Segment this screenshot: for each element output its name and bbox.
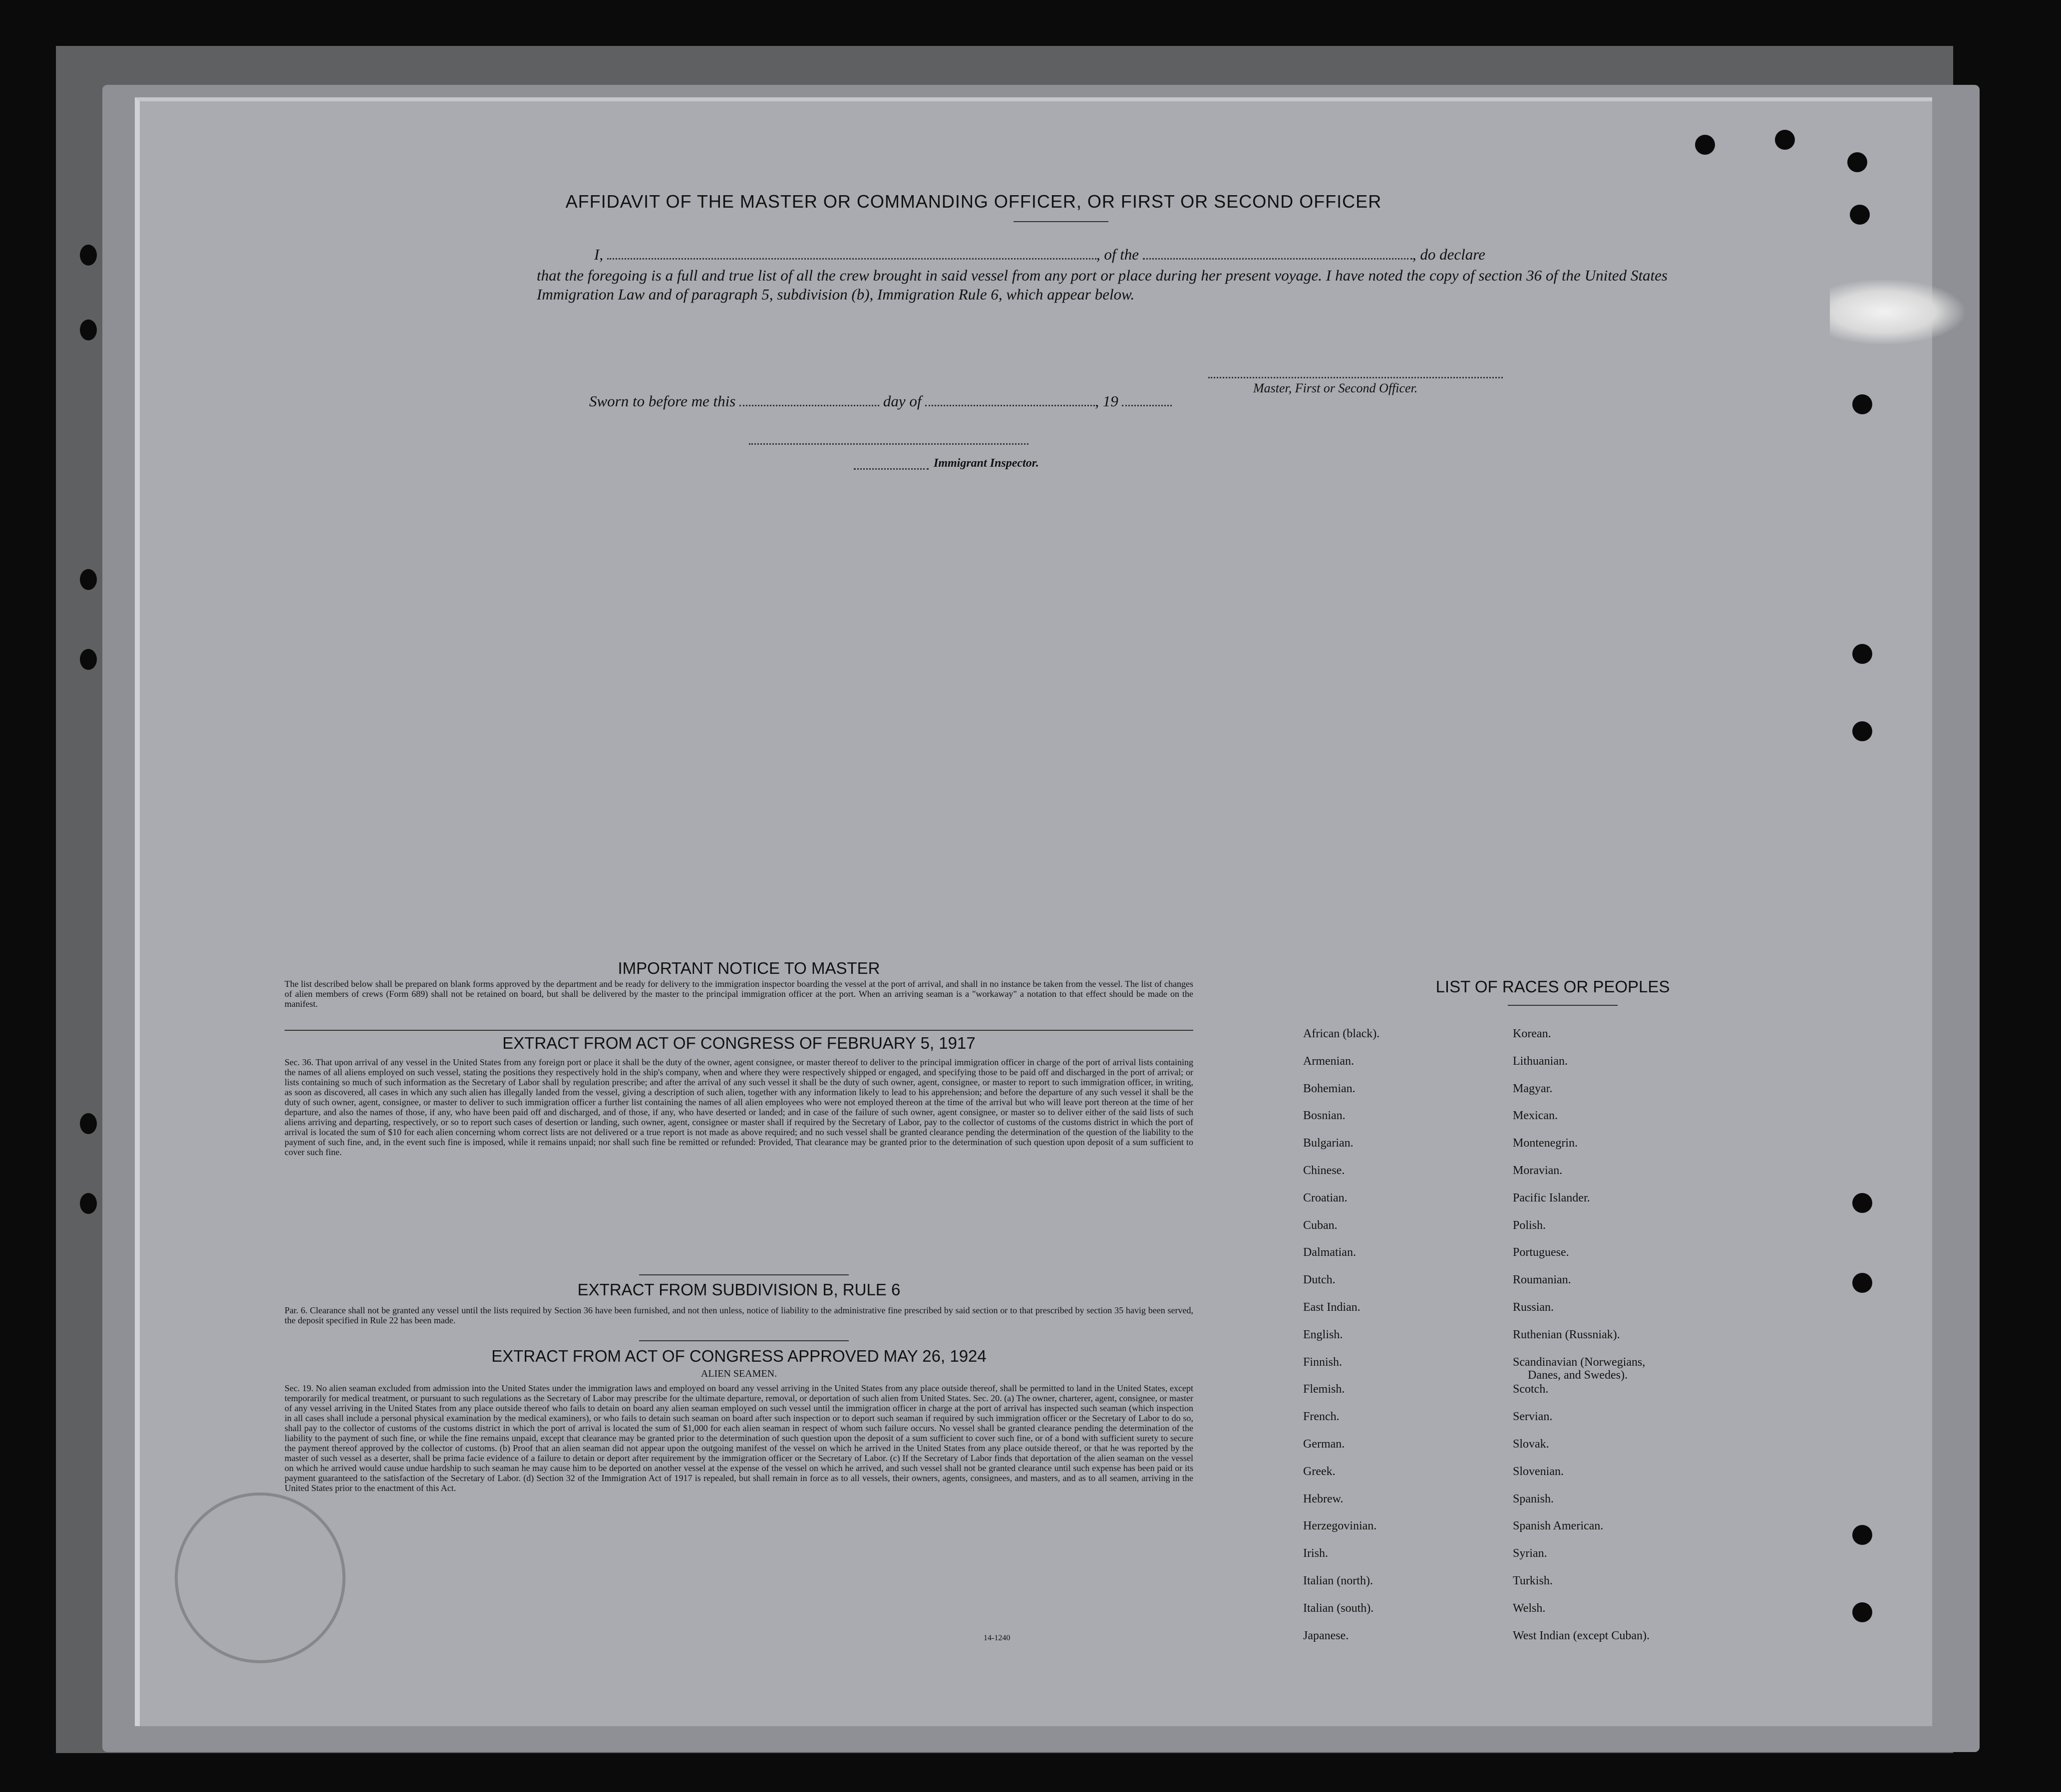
race-item: African (black). bbox=[1303, 1027, 1380, 1040]
race-item: Bulgarian. bbox=[1303, 1137, 1354, 1150]
extract-1917-text: Sec. 36. That upon arrival of any vessel in the United States from any foreign port or place it shall be the duty of the owner, agent consignee, or master thereof to deliver to the principal immigration officer in charge of the port of arrival lists containing the names of all aliens employed on such vessel, stating the positions they respectively hold in the ship's company, when and where they were respectively shipped or engaged, and specifying those to be paid off and discharged in the port of arrival; or lists containing so much of such information as the Secretary of Labor shall by regulation prescribe; and after the arrival of any such vessel it shall be the duty of such owner, agent, consignee, or master to report to such immigration officer, in writing, as soon as discovered, all cases in which any such alien has illegally landed from the vessel, giving a description of such alien, together with any information likely to lead to his apprehension; and before the departure of any such vessel it shall be the duty of such owner, agent, consignee, or master to deliver to such immigration officer a further list containing the names of all alien employees who were not employed thereon at the time of the arrival but who will leave port thereon at the time of her departure, and also the names of those, if any, who have been paid off and discharged, and of those, if any, who have deserted or landed; and in case of the failure of such owner, agent consignee, or master so to deliver either of the said lists of such aliens arriving and departing, respectively, or so to report such cases of desertion or landing, such owner, agent, consignee or master shall if required by the Secretary of Labor, pay to the collector of customs of the customs district in which the port of arrival is located the sum of $10 for each alien concerning whom correct lists are not delivered or a true report is not made as above required; and no such vessel shall be granted clearance pending the determination of the question of the liability to the payment of such fine, and, in the event such fine is imposed, while it remains unpaid; nor shall such fine be remitted or refunded: Provided, That clearance may be granted prior to the determination of such question upon deposit of a sum sufficient to cover such fine. bbox=[285, 1057, 1193, 1157]
binder-hole bbox=[1852, 394, 1872, 414]
binder-hole bbox=[80, 1113, 97, 1134]
extract-rule6-text: Par. 6. Clearance shall not be granted any vessel until the lists required by Section 36 have been furnished, and not then unless, notice of liability to the administrative fine prescribed by said section or to that prescribed by section 35 havig been served, the deposit specified in Rule 22 has been made. bbox=[285, 1305, 1193, 1325]
races-column-2 bbox=[1513, 1027, 1762, 1656]
sworn-year-blank[interactable] bbox=[1122, 392, 1172, 406]
extract-rule6-title: EXTRACT FROM SUBDIVISION B, RULE 6 bbox=[577, 1280, 901, 1299]
races-rule bbox=[1508, 1005, 1618, 1006]
embossed-seal bbox=[175, 1493, 345, 1663]
race-item: Slovak. bbox=[1513, 1437, 1549, 1451]
race-item: Chinese. bbox=[1303, 1164, 1345, 1177]
race-item: Mexican. bbox=[1513, 1109, 1558, 1123]
form-number: 14-1240 bbox=[984, 1634, 1011, 1642]
race-item: Herzegovinian. bbox=[1303, 1519, 1377, 1533]
sworn-day-of: day of bbox=[883, 392, 922, 410]
binder-hole bbox=[1852, 1602, 1872, 1622]
race-item: Dalmatian. bbox=[1303, 1246, 1356, 1259]
rule-1924 bbox=[639, 1340, 849, 1341]
extract-1924-text: Sec. 19. No alien seaman excluded from admission into the United States under the immigration laws and employed on board any vessel arriving in the United States from any place outside thereof, shall be permitted to land in the United States, except temporarily for medical treatment, or pursuant to such regulations as the Secretary of Labor may prescribe for the ultimate departure, removal, or deportation of such alien from United States. Sec. 20. (a) The owner, charterer, agent, consignee, or master of any vessel arriving in the United States from any place outside thereof who fails to detain on board any alien seaman employed on such vessel until the immigration officer in charge at the port of arrival has inspected such seaman (which inspection in all cases shall include a personal physical examination by the medical examiners), or who fails to detain such seaman on board after such inspection or to deport such seaman if required by such immigration officer or the Secretary of Labor to do so, shall pay to the collector of customs of the customs district in which the port of arrival is located the sum of $1,000 for each alien seaman in respect of whom such failure occurs. No vessel shall be granted clearance pending the determination of the liability to the payment of such fine, or while the fine remains unpaid, except that clearance may be granted prior to the determination of such question upon the deposit of a sum sufficient to cover such fine, or of a bond with sufficient surety to secure the payment thereof approved by the collector of customs. (b) Proof that an alien seaman did not appear upon the outgoing manifest of the vessel on which he arrived in the United States from any place outside thereof, or that he was reported by the master of such vessel as a deserter, shall be prima facie evidence of a failure to detain or deport after requirement by the immigration officer or the Secretary of Labor. (c) If the Secretary of Labor finds that deportation of the alien seaman on the vessel on which he arrived would cause undue hardship to such seaman he may cause him to be deported on another vessel at the expense of the vessel on which he arrived, and such vessel shall not be granted clearance until such expense has been paid or its payment guaranteed to the satisfaction of the Secretary of Labor. (d) Section 32 of the Immigration Act of 1917 is repealed, but shall remain in force as to all vessels, their owners, agents, consignees, and masters, and as to all seamen, arriving in the United States prior to the enactment of this Act. bbox=[285, 1383, 1193, 1493]
binder-hole bbox=[1775, 130, 1795, 150]
binder-hole bbox=[1847, 152, 1867, 172]
sworn-text: Sworn to before me this bbox=[589, 392, 736, 410]
race-item: Montenegrin. bbox=[1513, 1137, 1578, 1150]
race-item: Spanish. bbox=[1513, 1492, 1554, 1505]
race-item: Roumanian. bbox=[1513, 1273, 1571, 1287]
race-item: Dutch. bbox=[1303, 1273, 1336, 1287]
affidavit-of-the: , of the bbox=[1096, 246, 1139, 263]
race-item: Spanish American. bbox=[1513, 1519, 1604, 1533]
inspector-label: Immigrant Inspector. bbox=[934, 457, 1039, 470]
race-item: Bosnian. bbox=[1303, 1109, 1346, 1123]
race-item: Turkish. bbox=[1513, 1574, 1553, 1587]
signature-label: Master, First or Second Officer. bbox=[1253, 381, 1418, 395]
race-item: German. bbox=[1303, 1437, 1345, 1451]
race-item: Slovenian. bbox=[1513, 1465, 1564, 1478]
race-item: Bohemian. bbox=[1303, 1082, 1356, 1095]
race-item: Japanese. bbox=[1303, 1629, 1349, 1642]
races-title: LIST OF RACES OR PEOPLES bbox=[1435, 977, 1670, 996]
race-item: Irish. bbox=[1303, 1547, 1328, 1560]
race-item: Hebrew. bbox=[1303, 1492, 1344, 1505]
race-item: Greek. bbox=[1303, 1465, 1336, 1478]
document-page bbox=[135, 97, 1932, 1726]
race-item: Russian. bbox=[1513, 1300, 1554, 1314]
extract-1924-title: EXTRACT FROM ACT OF CONGRESS APPROVED MAY 26, 1924 bbox=[491, 1347, 987, 1365]
race-item: Flemish. bbox=[1303, 1383, 1345, 1396]
race-item: Scotch. bbox=[1513, 1383, 1549, 1396]
affidavit-i: I, bbox=[594, 246, 604, 263]
race-item: Polish. bbox=[1513, 1218, 1546, 1232]
race-item: Lithuanian. bbox=[1513, 1054, 1568, 1068]
binder-hole bbox=[80, 319, 97, 340]
extract-1917-title: EXTRACT FROM ACT OF CONGRESS OF FEBRUARY 5, 1917 bbox=[502, 1034, 976, 1052]
binder-hole bbox=[80, 245, 97, 266]
sworn-year: , 19 bbox=[1095, 392, 1118, 410]
race-item: Servian. bbox=[1513, 1410, 1553, 1424]
race-item: Croatian. bbox=[1303, 1191, 1348, 1204]
race-item: Magyar. bbox=[1513, 1082, 1553, 1095]
name-blank[interactable] bbox=[607, 245, 1096, 260]
torn-paper-mark bbox=[1830, 280, 1965, 344]
binder-hole bbox=[1852, 721, 1872, 741]
affidavit-body: that the foregoing is a full and true list of all the crew brought in said vessel from any port or place during her present voyage. I have noted the copy of section 36 of the United States Immigration Law and of paragraph 5, subdivision (b), Immigration Rule 6, which appear below. bbox=[537, 267, 1668, 303]
extract-1924-subtitle: ALIEN SEAMEN. bbox=[700, 1368, 777, 1379]
notice-title: IMPORTANT NOTICE TO MASTER bbox=[618, 959, 880, 977]
inspector-line-short bbox=[854, 468, 929, 471]
title-rule bbox=[1014, 221, 1108, 222]
races-column-1 bbox=[1303, 1027, 1513, 1656]
race-item: Finnish. bbox=[1303, 1355, 1343, 1369]
binder-hole bbox=[80, 649, 97, 670]
race-item: Armenian. bbox=[1303, 1054, 1354, 1068]
rule-1917 bbox=[285, 1030, 1193, 1031]
race-item: East Indian. bbox=[1303, 1300, 1361, 1314]
inspector-line[interactable] bbox=[749, 443, 1029, 446]
binder-hole bbox=[1850, 205, 1870, 225]
race-item: Korean. bbox=[1513, 1027, 1551, 1040]
race-item: Moravian. bbox=[1513, 1164, 1563, 1177]
sworn-month-blank[interactable] bbox=[925, 392, 1095, 406]
race-item: Portuguese. bbox=[1513, 1246, 1569, 1259]
sworn-day-blank[interactable] bbox=[739, 392, 879, 406]
binder-hole bbox=[80, 569, 97, 590]
race-item-continued: Danes, and Swedes). bbox=[1528, 1368, 1628, 1382]
binder-hole bbox=[1695, 135, 1715, 155]
binder-hole bbox=[1852, 1273, 1872, 1293]
binder-hole bbox=[80, 1193, 97, 1214]
race-item: Italian (north). bbox=[1303, 1574, 1373, 1587]
race-item: Welsh. bbox=[1513, 1601, 1546, 1615]
race-item: Cuban. bbox=[1303, 1218, 1338, 1232]
signature-line[interactable] bbox=[1208, 377, 1503, 379]
binder-hole bbox=[1852, 1193, 1872, 1213]
notice-text: The list described below shall be prepared on blank forms approved by the department and be ready for delivery to the immigration inspector boarding the vessel at the port of arrival, and shall in no instance be taken from the vessel. The list of changes of alien members of crews (Form 689) shall not be retained on board, but shall be delivered by the master to the principal immigration officer at the port. When an arriving seaman is a "workaway" a notation to that effect should be made on the manifest. bbox=[285, 979, 1193, 1009]
race-item: Ruthenian (Russniak). bbox=[1513, 1328, 1620, 1341]
race-item: Scandinavian (Norwegians, Danes, and Swedes). bbox=[1513, 1356, 1762, 1383]
binder-hole bbox=[1852, 644, 1872, 664]
sworn-line bbox=[589, 392, 1288, 411]
affidavit-title: AFFIDAVIT OF THE MASTER OR COMMANDING OFFICER, OR FIRST OR SECOND OFFICER bbox=[565, 191, 1382, 212]
race-item: Italian (south). bbox=[1303, 1601, 1374, 1615]
race-item: Pacific Islander. bbox=[1513, 1191, 1590, 1204]
affidavit-declare: , do declare bbox=[1412, 246, 1485, 263]
rule-rule6 bbox=[639, 1274, 849, 1275]
race-item: Syrian. bbox=[1513, 1547, 1547, 1560]
race-item: French. bbox=[1303, 1410, 1340, 1424]
vessel-blank[interactable] bbox=[1143, 245, 1412, 260]
race-item: English. bbox=[1303, 1328, 1343, 1341]
binder-hole bbox=[1852, 1525, 1872, 1545]
affidavit-declaration-line bbox=[594, 245, 1668, 264]
race-item: West Indian (except Cuban). bbox=[1513, 1629, 1650, 1642]
